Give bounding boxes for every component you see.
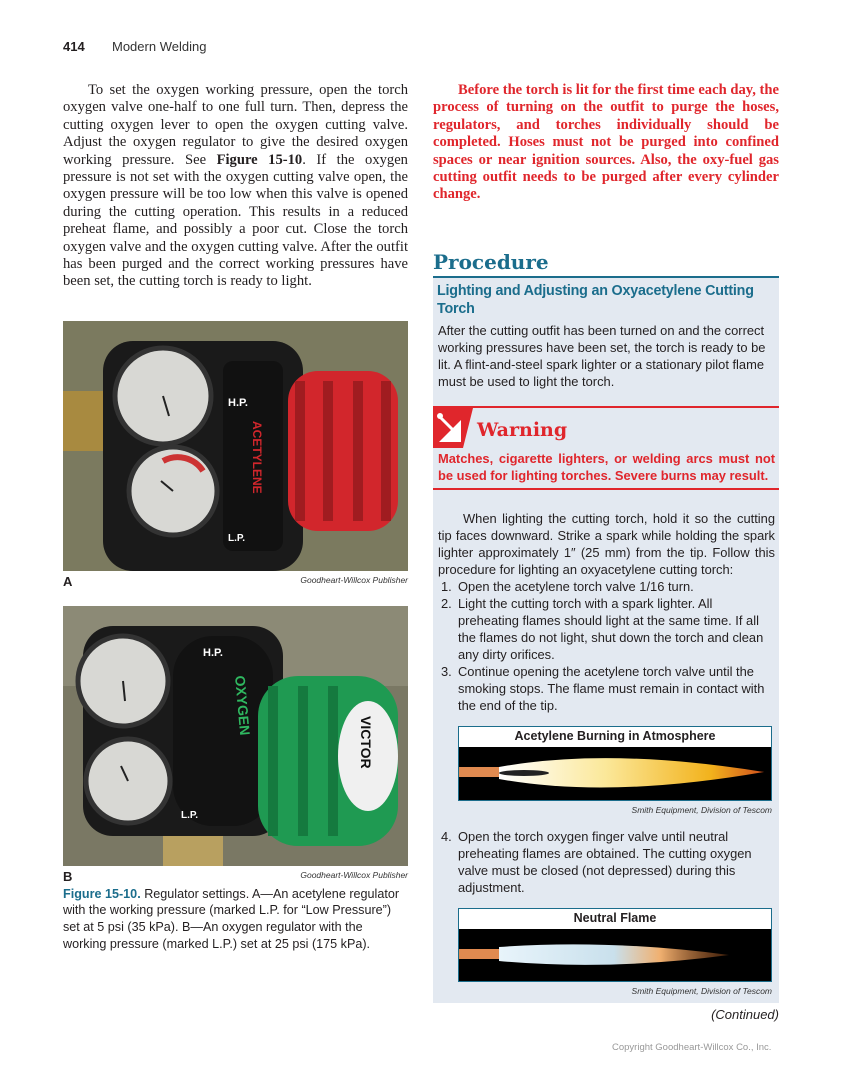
photo-label-a: A <box>63 573 73 589</box>
step-text: Open the torch oxygen finger valve until neutral preheating flames are obtained. The cutting oxygen valve must be closed (not depressed) during this adjustment. <box>458 828 752 895</box>
figure-reference: Figure 15-10 <box>216 151 303 168</box>
continued-label: (Continued) <box>711 1006 779 1022</box>
photo-acetylene-regulator <box>63 321 408 571</box>
procedure-box <box>433 276 779 1003</box>
text: To set the oxygen working pressure, open the torch oxygen valve one-half to one full turn. Then, depress the cutting oxygen lever to open the oxygen cutting valve. Adjust the oxygen regulator to give the desired oxygen working pressure. See <box>63 82 408 168</box>
figure-title: Acetylene Burning in Atmosphere <box>459 727 771 747</box>
photo-credit: Goodheart-Willcox Publisher <box>300 869 408 880</box>
hp-marking: H.P. <box>228 396 248 409</box>
left-column <box>63 82 408 952</box>
svg-text:L.P.: L.P. <box>181 809 199 821</box>
copyright: Copyright Goodheart-Willcox Co., Inc. <box>612 1042 772 1053</box>
step-text: Continue opening the acetylene torch valve until the smoking stops. The flame must remain in contact with the end of the tip. <box>458 663 765 713</box>
figure-acetylene-flame <box>458 726 772 801</box>
svg-text:VICTOR: VICTOR <box>358 715 374 769</box>
step-number: 4. <box>441 828 452 844</box>
figure-title: Neutral Flame <box>459 909 771 929</box>
caption-text: Regulator settings. A—An acetylene regulator with the working pressure (marked L.P. for “Low Pressure”) set at 5 psi (35 kPa). B—An oxygen regulator with the working pressure (marked L.P.) set at 25 psi (175 kPa). <box>63 886 400 951</box>
figure-credit: Smith Equipment, Division of Tescom <box>631 985 772 996</box>
photo-credit: Goodheart-Willcox Publisher <box>300 574 408 585</box>
step-item <box>441 663 771 714</box>
warning-label: Warning <box>477 418 568 441</box>
svg-text:ACETYLENE: ACETYLENE <box>250 420 264 494</box>
photo-label-b: B <box>63 868 73 884</box>
procedure-subheading: Lighting and Adjusting an Oxyacetylene Cutting Torch <box>437 282 754 317</box>
text: . If the oxygen pressure is not set with the oxygen cutting valve open, the oxygen pressure will be too low when this valve is opened during the cutting operation. This results in a reduced preheat flame, and possibly a poor cut. Close the torch oxygen valve and the oxygen cutting valve. After the outfit has been purged and the correct working pressures have been set, the cutting torch is ready to light. <box>63 151 408 290</box>
caption-label: Figure 15-10. <box>63 886 141 901</box>
page-number: 414 <box>63 39 85 54</box>
step-item <box>441 828 771 896</box>
flame-image <box>459 929 770 981</box>
procedure-paragraph: When lighting the cutting torch, hold it so the cutting tip faces downward. Strike a spark while holding the spark lighter approximately 1″ (25 mm) from the tip. Follow this procedure for lighting an oxyacetylene cutting torch: <box>438 510 775 577</box>
procedure-intro: After the cutting outfit has been turned on and the correct working pressures have been set, the torch is ready to be lit. A flint-and-steel spark lighter or a stationary pilot flame must be used to light the torch. <box>438 322 766 389</box>
warning-block <box>433 406 779 490</box>
step-number: 2. <box>441 595 452 611</box>
svg-text:H.P.: H.P. <box>203 646 223 659</box>
procedure-heading: Procedure <box>433 249 549 274</box>
photo-oxygen-regulator <box>63 606 408 866</box>
photo-label-row <box>63 571 408 601</box>
figure-credit: Smith Equipment, Division of Tescom <box>631 804 772 815</box>
step-item <box>441 595 771 663</box>
right-column <box>433 82 779 1022</box>
step-number: 1. <box>441 578 452 594</box>
running-title: Modern Welding <box>112 39 207 54</box>
caution-paragraph: Before the torch is lit for the first time each day, the process of turning on the outfit to purge the hoses, regulators, and torches individually should be completed. Hoses must not be purged into confined spaces or near ignition sources. Also, the oxy-fuel gas cutting outfit needs to be purged after every cylinder change. <box>433 82 779 203</box>
flame-image <box>459 747 770 800</box>
svg-text:OXYGEN: OXYGEN <box>232 674 254 736</box>
body-paragraph <box>63 82 408 291</box>
step-item <box>441 578 771 595</box>
warning-icon <box>433 408 473 448</box>
figure-neutral-flame <box>458 908 772 982</box>
step-text: Open the acetylene torch valve 1/16 turn. <box>458 578 694 594</box>
svg-text:L.P.: L.P. <box>228 532 246 544</box>
warning-text: Matches, cigarette lighters, or welding arcs must not be used for lighting torches. Severe burns may result. <box>438 450 775 483</box>
step-number: 3. <box>441 663 452 679</box>
photo-label-row <box>63 866 408 896</box>
step-text: Light the cutting torch with a spark lighter. All preheating flames should light at the same time. If all the flames do not light, shut down the torch and clean any dirty orifices. <box>458 595 764 662</box>
